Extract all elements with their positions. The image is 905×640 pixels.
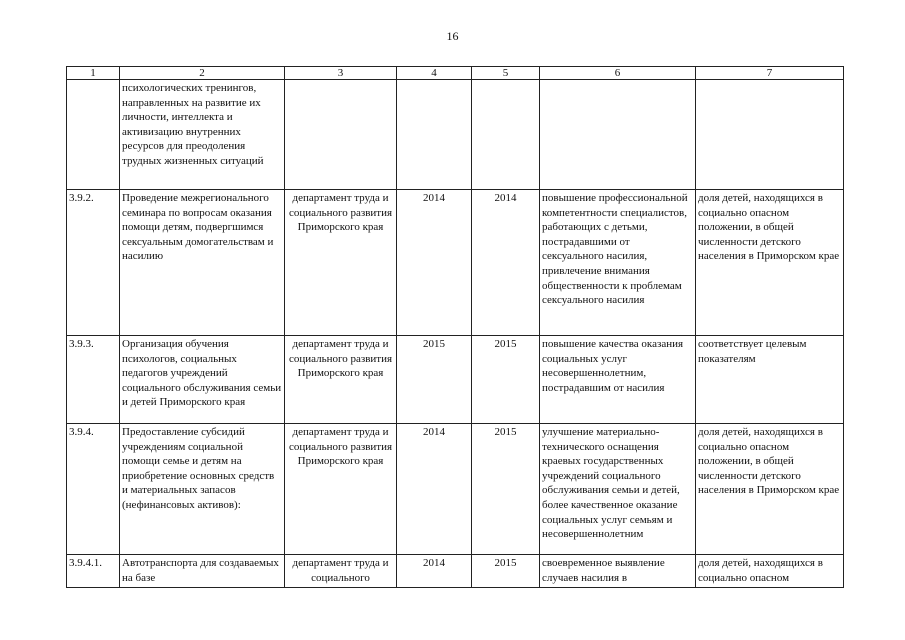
page-number: 16 (446, 29, 459, 43)
end-year: 2015 (472, 336, 540, 424)
header-cell: 1 (67, 67, 120, 80)
measure-name: Предоставление субсидий учреждениям социальной помощи семье и детям на приобретение основных средств и материальных запасов (нефинансовых активов): (120, 424, 285, 555)
end-year: 2014 (472, 190, 540, 336)
header-cell: 2 (120, 67, 285, 80)
start-year: 2014 (397, 424, 472, 555)
item-number (67, 80, 120, 190)
target-indicator (696, 80, 844, 190)
executor: департамент труда и социального развития Приморского края (285, 424, 397, 555)
header-cell: 6 (540, 67, 696, 80)
executor: департамент труда и социального развития Приморского края (285, 336, 397, 424)
expected-result: повышение профессиональной компетентности специалистов, работающих с детьми, пострадавшими от сексуального насилия, привлечение внимания общественности к проблемам сексуального насилия (540, 190, 696, 336)
measure-name: Организация обучения психологов, социальных педагогов учреждений социального обслуживания семьи и детей Приморского края (120, 336, 285, 424)
item-number: 3.9.4. (67, 424, 120, 555)
start-year: 2014 (397, 190, 472, 336)
target-indicator: доля детей, находящихся в социально опасном (696, 555, 844, 588)
expected-result: улучшение материально-технического оснащения краевых государственных учреждений социального обслуживания семьи и детей, более качественное оказание социальных услуг семьям и несовершеннолетним (540, 424, 696, 555)
header-cell: 3 (285, 67, 397, 80)
expected-result: своевременное выявление случаев насилия в (540, 555, 696, 588)
target-indicator: соответствует целевым показателям (696, 336, 844, 424)
target-indicator: доля детей, находящихся в социально опасном положении, в общей численности детского населения в Приморском крае (696, 190, 844, 336)
program-measures-table (66, 66, 844, 588)
table-row (67, 190, 844, 336)
measure-name: Проведение межрегионального семинара по вопросам оказания помощи детям, подвергшимся сексуальным домогательствам и насилию (120, 190, 285, 336)
header-cell: 4 (397, 67, 472, 80)
header-cell: 5 (472, 67, 540, 80)
item-number: 3.9.2. (67, 190, 120, 336)
table-row (67, 424, 844, 555)
expected-result (540, 80, 696, 190)
executor: департамент труда и социального (285, 555, 397, 588)
item-number: 3.9.3. (67, 336, 120, 424)
target-indicator: доля детей, находящихся в социально опасном положении, в общей численности детского населения в Приморском крае (696, 424, 844, 555)
table-row (67, 336, 844, 424)
end-year: 2015 (472, 424, 540, 555)
start-year (397, 80, 472, 190)
start-year: 2015 (397, 336, 472, 424)
item-number: 3.9.4.1. (67, 555, 120, 588)
measure-name: Автотранспорта для создаваемых на базе (120, 555, 285, 588)
end-year: 2015 (472, 555, 540, 588)
table-header-row (67, 67, 844, 80)
executor (285, 80, 397, 190)
executor: департамент труда и социального развития Приморского края (285, 190, 397, 336)
expected-result: повышение качества оказания социальных услуг несовершеннолетним, пострадавшим от насилия (540, 336, 696, 424)
table-row (67, 555, 844, 588)
end-year (472, 80, 540, 190)
measure-name: психологических тренингов, направленных на развитие их личности, интеллекта и активизацию внутренних ресурсов для преодоления трудных жизненных ситуаций (120, 80, 285, 190)
header-cell: 7 (696, 67, 844, 80)
start-year: 2014 (397, 555, 472, 588)
table-row (67, 80, 844, 190)
